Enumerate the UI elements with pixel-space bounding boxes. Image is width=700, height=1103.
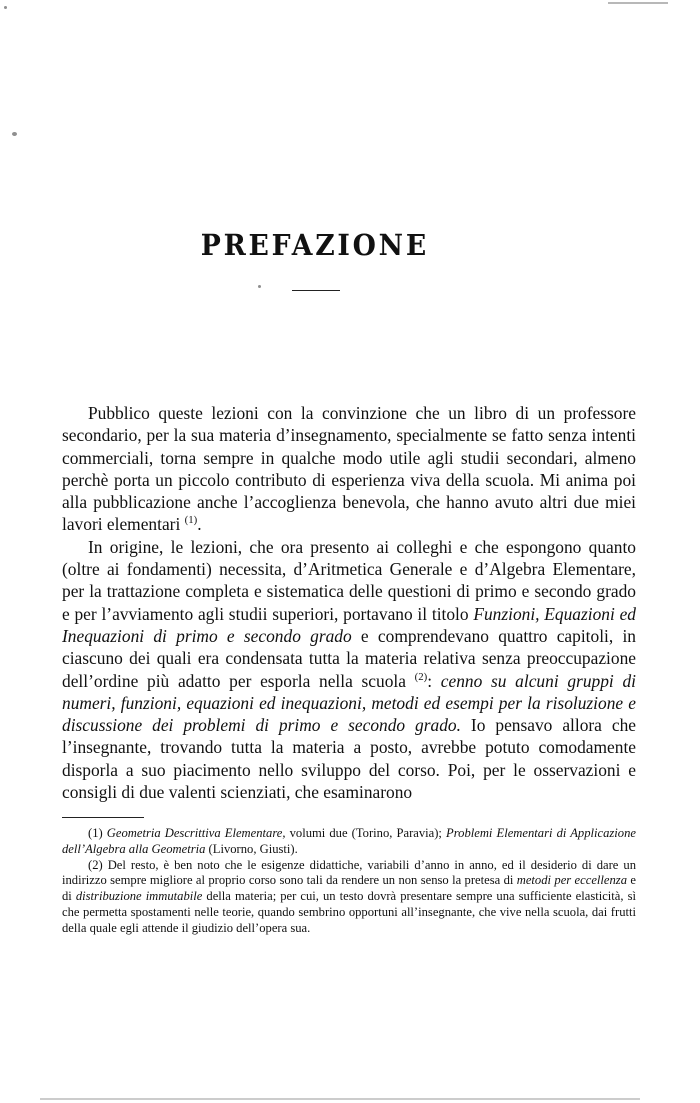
paragraph-2-book-title: Funzioni, Equazioni ed Inequazioni di primo e secondo grado	[62, 603, 636, 646]
footnote-1-number: (1)	[88, 826, 103, 840]
footnote-1-title-a: Geometria Descrittiva Elementare,	[106, 826, 286, 840]
footnote-divider	[62, 817, 144, 818]
paragraph-1	[62, 402, 636, 536]
footnote-2-text-b: e di	[62, 873, 636, 904]
footnote-1	[62, 826, 636, 858]
footnotes	[62, 826, 636, 937]
footnote-1-text-a: volumi due (Torino, Paravia);	[285, 826, 447, 840]
footnote-2-text-a: Del resto, è ben noto che le esigenze didattiche, variabili d’anno in anno, ed il desiderio di dare un indirizzo sempre migliore al proprio corso sono tali da rendere un non senso la pretesa di	[62, 857, 636, 888]
title-divider	[292, 290, 340, 291]
footnote-1-title-b: Problemi Elementari di Applicazione dell’Algebra alla Geometria	[62, 826, 636, 856]
scan-speck	[40, 1098, 640, 1100]
paragraph-2	[62, 536, 636, 804]
footnote-ref-2: (2)	[414, 670, 428, 683]
paragraph-2-part-c: e comprendevano quattro capitoli, in ciascuno dei quali era condensata tutta la materia relativa senza preoccupazione dell’ordine più adatto per esporla nella scuola	[62, 625, 636, 691]
paragraph-2-chapter-list: cenno su alcuni gruppi di numeri, funzioni, equazioni ed inequazioni, metodi ed esempi per la risoluzione e discussione dei problemi di primo e secondo grado.	[62, 670, 636, 736]
preface-body	[62, 402, 636, 803]
scan-speck	[4, 6, 7, 9]
scan-speck	[12, 132, 17, 136]
footnote-2-text-c: della materia; per cui, un testo dovrà presentare sempre una sufficiente elasticità, sì che permetta spostamenti nelle teorie, quando sembrino opportuni all’insegnante, che vive nella scuola, dai frutti della quale egli attende il giudizio dell’opera sua.	[62, 889, 636, 935]
page-title: PREFAZIONE	[200, 228, 429, 262]
paragraph-1-tail: .	[197, 514, 202, 535]
scan-speck	[258, 285, 261, 288]
footnote-2-number: (2)	[88, 857, 103, 872]
paragraph-2-part-d: :	[427, 670, 441, 691]
footnote-2-emph-b: distribuzione immutabile	[75, 889, 203, 904]
paragraph-2-part-a: In origine, le lezioni, che ora presento ai colleghi e che espongono quanto (oltre ai fondamenti) necessita, d’Aritmetica Generale e d’Algebra Elementare, per la trattazione completa e sistematica delle questioni di primo e secondo grado e per l’avviamento agli studii superiori, portavano il titolo	[62, 536, 636, 624]
footnote-2-emph-a: metodi per eccellenza	[516, 873, 628, 888]
footnote-ref-1: (1)	[184, 514, 198, 527]
paragraph-2-part-f: Io pensavo allora che l’insegnante, trovando tutta la materia a posto, avrebbe potuto comodamente disporla a suo piacimento nello sviluppo del corso. Poi, per le osservazioni e consigli di due valenti scienziati, che esaminarono	[62, 715, 636, 803]
scan-speck	[608, 2, 668, 4]
paragraph-1-text: Pubblico queste lezioni con la convinzione che un libro di un professore secondario, per la sua materia d’insegnamento, specialmente se fatto senza intenti commerciali, torna sempre in qualche modo utile agli studii secondari, almeno perchè porta un piccolo contributo di esperienza viva della scuola. Mi anima poi alla pubblicazione anche l’accoglienza benevola, che hanno avuto altri due miei lavori elementari	[62, 403, 636, 535]
footnote-1-text-b: (Livorno, Giusti).	[205, 841, 298, 856]
footnote-2	[62, 858, 636, 937]
